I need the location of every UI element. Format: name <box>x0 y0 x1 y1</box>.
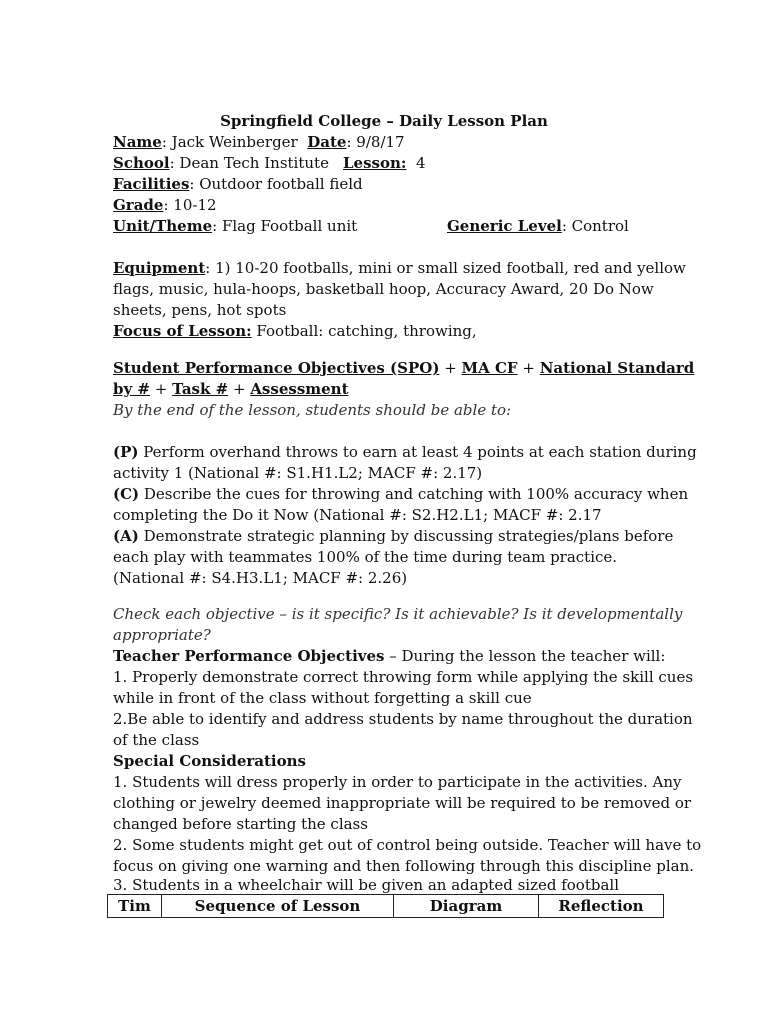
unit-value: : Flag Football unit <box>212 217 358 235</box>
macf-label: MA CF <box>461 359 518 377</box>
school-value: : Dean Tech Institute <box>169 154 329 172</box>
objective-p-text: Perform overhand throws to earn at least 4 points at each station during <box>138 443 697 461</box>
objective-a-line-2: each play with teammates 100% of the time during team practice. <box>113 548 618 566</box>
generic-level-label: Generic Level <box>447 217 562 235</box>
tpo-rest: – During the lesson the teacher will: <box>384 647 666 665</box>
objective-a-line-1 <box>113 526 673 547</box>
tpo-label: Teacher Performance Objectives <box>113 647 385 665</box>
unit-label: Unit/Theme <box>113 217 213 235</box>
sequence-column-header: Sequence of Lesson <box>162 895 394 918</box>
focus-label: Focus of Lesson: <box>113 322 252 340</box>
check-line-1: Check each objective – is it specific? Is it achievable? Is it developmentally <box>113 605 683 623</box>
school-lesson-line <box>113 153 329 174</box>
tpo-line-1: 1. Properly demonstrate correct throwing form while applying the skill cues <box>113 668 694 686</box>
special-considerations-heading: Special Considerations <box>113 752 306 770</box>
task-number-label: Task # <box>172 380 229 398</box>
check-line-2: appropriate? <box>113 626 211 644</box>
focus-value: Football: catching, throwing, <box>251 322 477 340</box>
name-date-line <box>113 132 405 153</box>
by-number-label: by # <box>113 380 150 398</box>
diagram-column-header: Diagram <box>394 895 539 918</box>
facilities-label: Facilities <box>113 175 190 193</box>
objective-c-text: Describe the cues for throwing and catching with 100% accuracy when <box>139 485 689 503</box>
tpo-line-3: 2.Be able to identify and address students by name throughout the duration <box>113 710 693 728</box>
objective-a-text: Demonstrate strategic planning by discussing strategies/plans before <box>138 527 674 545</box>
facilities-value: : Outdoor football field <box>189 175 363 193</box>
objective-p-tag: (P) <box>113 443 139 461</box>
plus-sign: + <box>228 380 251 398</box>
lesson-label: Lesson: <box>343 154 407 172</box>
special-line-6: 3. Students in a wheelchair will be given an adapted sized football <box>113 876 619 894</box>
lesson-field <box>343 153 426 174</box>
name-label: Name <box>113 133 162 151</box>
special-line-2: clothing or jewelry deemed inappropriate will be required to be removed or <box>113 794 692 812</box>
plus-sign: + <box>517 359 540 377</box>
lesson-value: 4 <box>415 154 426 172</box>
facilities-line <box>113 174 363 195</box>
date-label: Date <box>307 133 347 151</box>
generic-level-field <box>447 216 629 237</box>
name-value: : Jack Weinberger <box>161 133 298 151</box>
assessment-label: Assessment <box>250 380 349 398</box>
grade-label: Grade <box>113 196 164 214</box>
generic-level-value: : Control <box>561 217 629 235</box>
table-header-row <box>108 895 664 918</box>
plus-sign: + <box>150 380 173 398</box>
focus-line <box>113 321 477 342</box>
unit-line <box>113 216 357 237</box>
grade-value: : 10-12 <box>163 196 217 214</box>
grade-line <box>113 195 217 216</box>
equipment-line-1 <box>113 258 686 279</box>
plus-sign: + <box>439 359 462 377</box>
objective-a-line-3: (National #: S4.H3.L1; MACF #: 2.26) <box>113 569 408 587</box>
spo-intro: By the end of the lesson, students should be able to: <box>113 401 512 419</box>
tpo-line-4: of the class <box>113 731 200 749</box>
school-label: School <box>113 154 170 172</box>
special-line-3: changed before starting the class <box>113 815 368 833</box>
tpo-heading <box>113 646 665 667</box>
objective-a-tag: (A) <box>113 527 139 545</box>
objective-c-line-2: completing the Do it Now (National #: S2.H2.L1; MACF #: 2.17 <box>113 506 602 524</box>
objective-p-line-1 <box>113 442 697 463</box>
equipment-line-3: sheets, pens, hot spots <box>113 301 287 319</box>
special-line-5: focus on giving one warning and then following through this discipline plan. <box>113 857 694 875</box>
tpo-line-2: while in front of the class without forgetting a skill cue <box>113 689 532 707</box>
objective-p-line-2: activity 1 (National #: S1.H1.L2; MACF #: 2.17) <box>113 464 483 482</box>
objective-c-tag: (C) <box>113 485 140 503</box>
time-column-header: Tim <box>108 895 162 918</box>
equipment-label: Equipment <box>113 259 206 277</box>
document-title: Springfield College – Daily Lesson Plan <box>220 112 548 130</box>
special-line-1: 1. Students will dress properly in order to participate in the activities. Any <box>113 773 682 791</box>
equipment-text: : 1) 10-20 footballs, mini or small sized football, red and yellow <box>205 259 686 277</box>
objective-c-line-1 <box>113 484 688 505</box>
equipment-line-2: flags, music, hula-hoops, basketball hoop, Accuracy Award, 20 Do Now <box>113 280 654 298</box>
spo-label: Student Performance Objectives (SPO) <box>113 359 440 377</box>
national-standard-label: National Standard <box>539 359 695 377</box>
lesson-sequence-table <box>107 894 664 918</box>
reflection-column-header: Reflection <box>539 895 664 918</box>
special-line-4: 2. Some students might get out of control being outside. Teacher will have to <box>113 836 702 854</box>
spo-heading-line-2 <box>113 379 349 400</box>
date-value: : 9/8/17 <box>346 133 405 151</box>
spo-heading-line-1 <box>113 358 694 379</box>
